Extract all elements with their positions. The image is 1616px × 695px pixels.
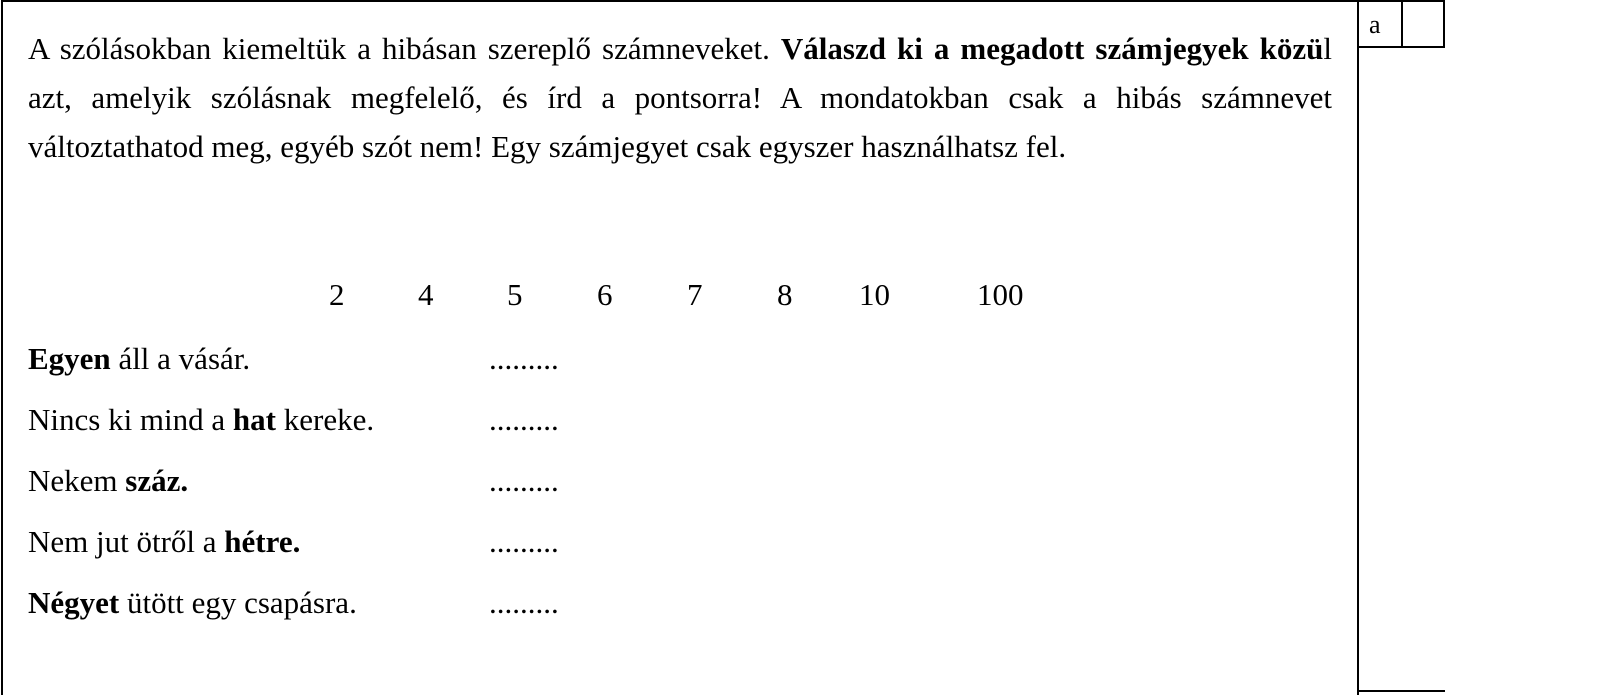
saying-line: Nincs ki mind a hat kereke.: [28, 402, 375, 437]
saying-line: Nekem száz.: [28, 463, 189, 498]
score-bottom-line: [1357, 690, 1445, 692]
highlighted-number-word: Négyet: [28, 585, 120, 620]
saying-line: Egyen áll a vásár.: [28, 341, 251, 376]
answer-blank[interactable]: .........: [489, 402, 559, 437]
answer-blank[interactable]: .........: [489, 585, 559, 620]
answer-blank[interactable]: .........: [489, 463, 559, 498]
digit-option: 5: [507, 277, 523, 312]
digit-option: 8: [777, 277, 793, 312]
instructions-text-2: l azt, amelyik szólásnak megfelelő, és írd a pontsorra! A mondatokban csak a hibás számnevet változtathatod meg, egyéb szót nem! Egy számjegyet csak egyszer használhatsz fel.: [28, 31, 1333, 164]
digit-option: 6: [597, 277, 613, 312]
saying-line: Nem jut ötről a hétre.: [28, 524, 301, 559]
score-box-divider: [1401, 0, 1403, 48]
instructions-text-1: A szólásokban kiemeltük a hibásan szereplő számneveket.: [28, 31, 781, 66]
frame-left-border: [1, 0, 3, 695]
digit-option: 10: [859, 277, 890, 312]
score-label: a: [1369, 10, 1381, 39]
digit-options: [0, 277, 1340, 313]
task-instructions: [28, 24, 1332, 171]
digit-option: 7: [687, 277, 703, 312]
highlighted-number-word: hétre.: [224, 524, 301, 559]
frame-top-border: [1, 0, 1358, 2]
digit-option: 100: [977, 277, 1024, 312]
saying-line: Négyet ütött egy csapásra.: [28, 585, 357, 620]
highlighted-number-word: hat: [232, 402, 276, 437]
digit-option: 4: [418, 277, 434, 312]
highlighted-number-word: Egyen: [28, 341, 111, 376]
highlighted-number-word: száz.: [125, 463, 189, 498]
margin-divider: [1357, 0, 1359, 695]
digit-option: 2: [329, 277, 345, 312]
answer-blank[interactable]: .........: [489, 524, 559, 559]
answer-blank[interactable]: .........: [489, 341, 559, 376]
instructions-bold-text: Válaszd ki a megadott számjegyek közü: [780, 31, 1324, 66]
